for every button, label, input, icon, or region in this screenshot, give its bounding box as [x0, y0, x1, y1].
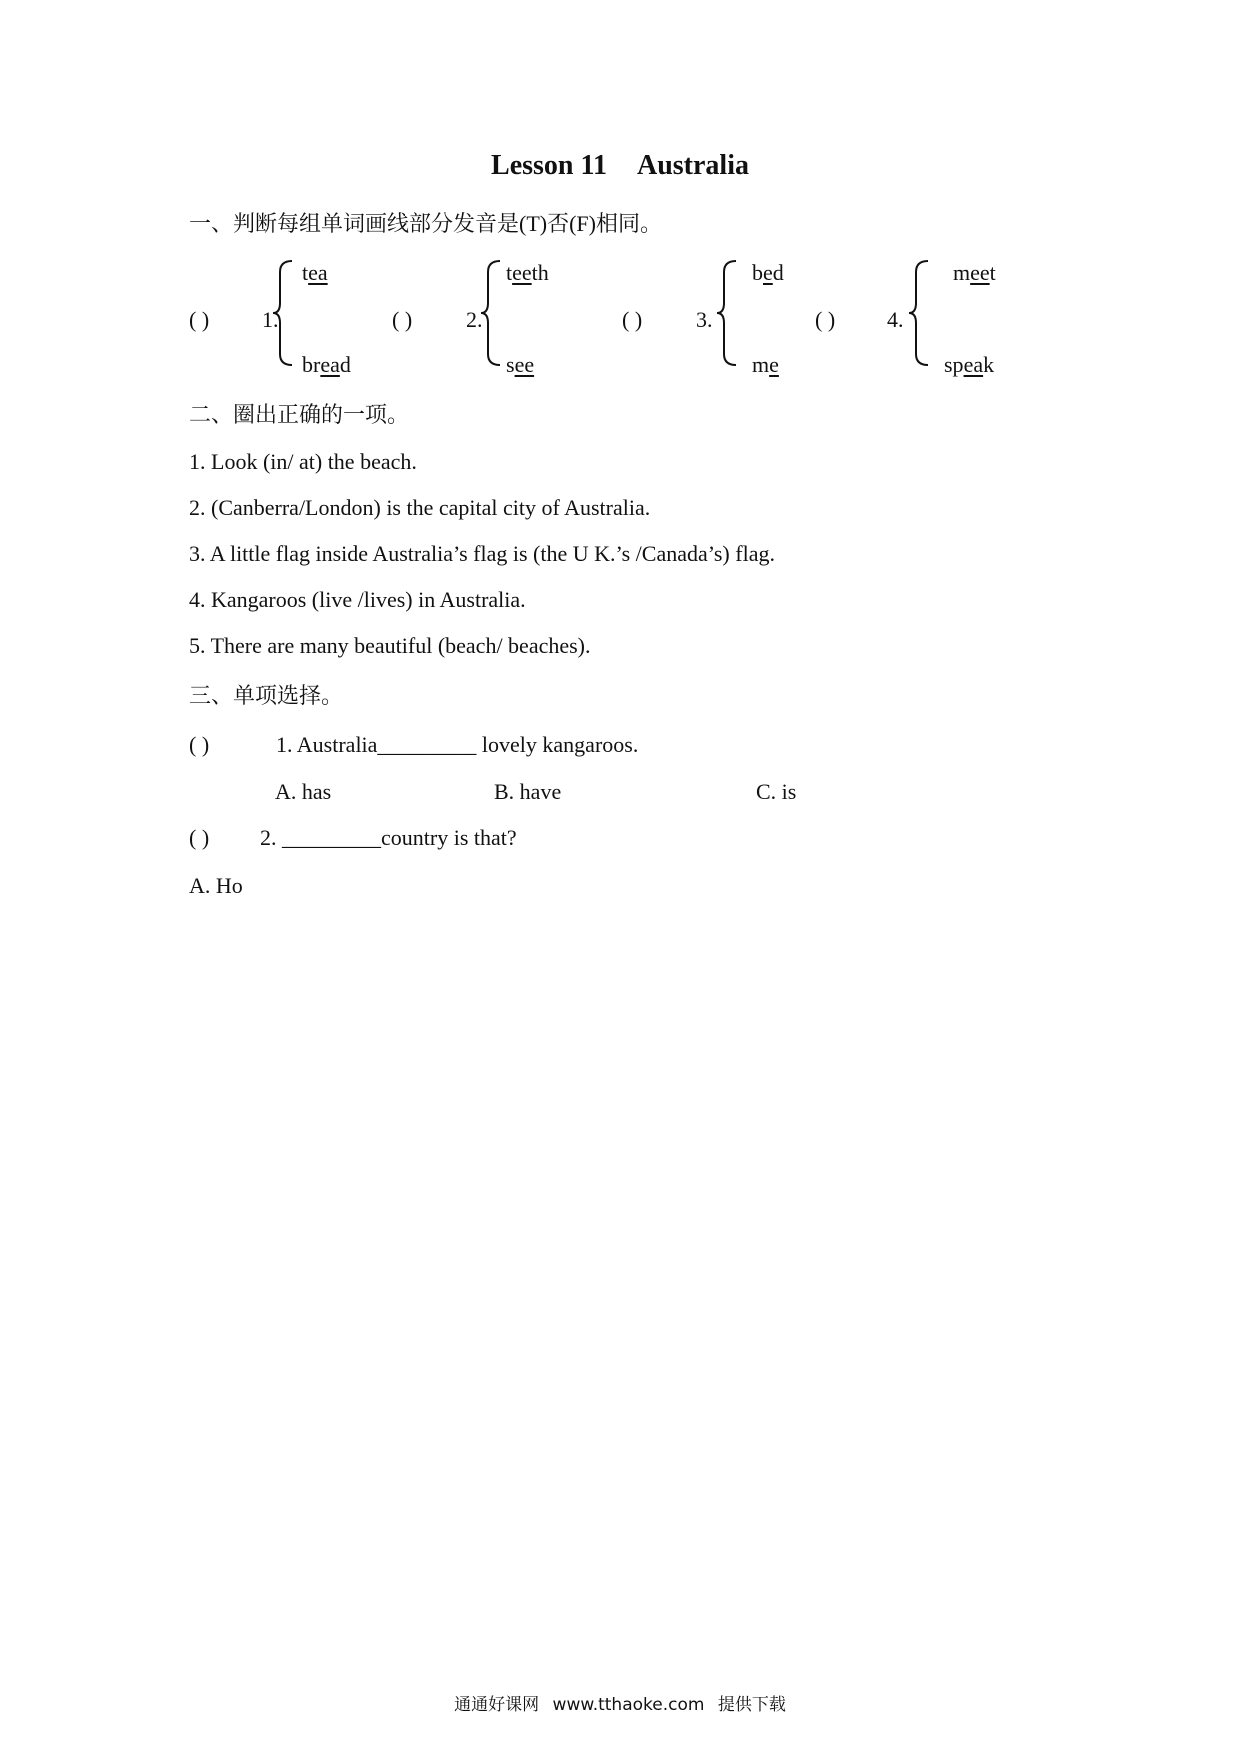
s1-item4-word-bottom: speak — [944, 352, 995, 377]
s1-item1-word-top: tea — [302, 260, 328, 285]
s1-item1-number: 1. — [262, 307, 279, 332]
s1-item2-word-top: teeth — [506, 260, 549, 285]
s3-q1-option-c[interactable]: C. is — [756, 779, 797, 804]
lesson-topic: Australia — [636, 150, 749, 181]
s1-item2-answer-paren[interactable]: ( ) — [392, 307, 413, 332]
s3-q2-option-a[interactable]: A. Ho — [189, 873, 243, 898]
s1-item3-answer-paren[interactable]: ( ) — [622, 307, 643, 332]
s1-item1-answer-paren[interactable]: ( ) — [189, 307, 210, 332]
footer-url[interactable]: www.tthaoke.com — [552, 1695, 705, 1715]
s2-item5[interactable]: 5. There are many beautiful (beach/ beaches). — [189, 633, 591, 658]
s3-q1-answer-paren[interactable]: ( ) — [189, 732, 210, 757]
s1-item3-number: 3. — [696, 307, 713, 332]
s1-item3-word-bottom: me — [752, 352, 779, 377]
s1-item4-word-top: meet — [953, 260, 996, 285]
s1-item4-answer-paren[interactable]: ( ) — [815, 307, 836, 332]
page-title — [0, 150, 1240, 182]
s1-item2-brace — [478, 258, 504, 368]
s1-item4-brace — [906, 258, 932, 368]
section3-heading: 三、单项选择。 — [189, 683, 344, 708]
s2-item3[interactable]: 3. A little flag inside Australia’s flag is (the U K.’s /Canada’s) flag. — [189, 541, 775, 566]
s1-item4-number: 4. — [887, 307, 904, 332]
s1-item2-number: 2. — [466, 307, 483, 332]
section1-heading: 一、判断每组单词画线部分发音是(T)否(F)相同。 — [189, 211, 662, 236]
s3-q1-option-b[interactable]: B. have — [494, 779, 562, 804]
s1-item3-word-top: bed — [752, 260, 784, 285]
s3-q1-option-a[interactable]: A. has — [275, 779, 332, 804]
s1-item3-brace — [714, 258, 740, 368]
s3-q1-text: 1. Australia_________ lovely kangaroos. — [276, 732, 639, 757]
s1-item1-brace — [270, 258, 296, 368]
s1-item1-word-bottom: bread — [302, 352, 351, 377]
section2-heading: 二、圈出正确的一项。 — [189, 402, 410, 427]
footer-site-name: 通通好课网 — [454, 1695, 540, 1715]
page-footer — [0, 1690, 1240, 1715]
lesson-number: Lesson 11 — [491, 150, 607, 181]
footer-suffix: 提供下载 — [717, 1695, 786, 1715]
s3-q2-answer-paren[interactable]: ( ) — [189, 825, 210, 850]
s3-q2-text: 2. _________country is that? — [260, 825, 517, 850]
s2-item1[interactable]: 1. Look (in/ at) the beach. — [189, 449, 417, 474]
s2-item4[interactable]: 4. Kangaroos (live /lives) in Australia. — [189, 587, 526, 612]
s1-item2-word-bottom: see — [506, 352, 535, 377]
s2-item2[interactable]: 2. (Canberra/London) is the capital city of Australia. — [189, 495, 651, 520]
